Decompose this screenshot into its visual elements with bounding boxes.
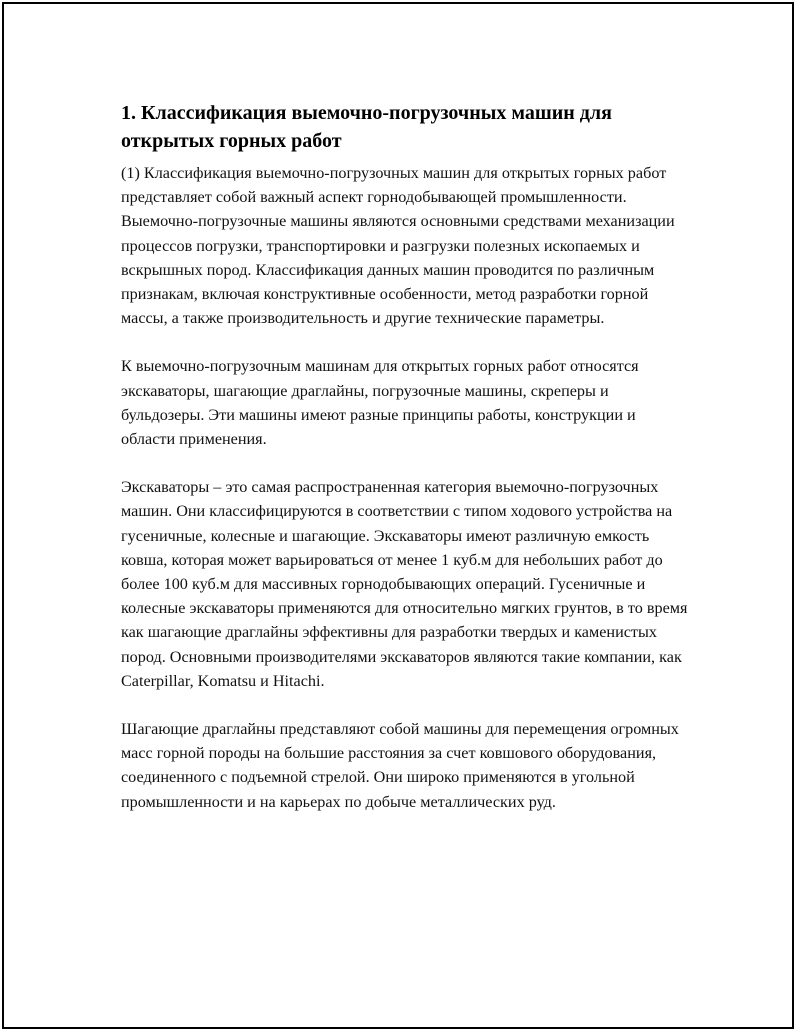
section-heading: 1. Классификация выемочно-погрузочных машин для открытых горных работ [121, 102, 612, 152]
paragraph-draglines: Шагающие драглайны представляют собой машины для перемещения огромных масс горной породы на большие расстояния за счет ковшового оборудования, соединенного с подъемной стрелой. Они широко применяются в угольной промышленности и на карьерах по добыче металлических руд. [121, 720, 679, 811]
document-body [121, 99, 691, 838]
paragraph-excavators: Экскаваторы – это самая распространенная категория выемочно-погрузочных машин. Они классифицируются в соответствии с типом ходового устройства на гусеничные, колесные и шагающие. Экскаваторы имеют различную емкость ковша, которая может варьироваться от менее 1 куб.м для небольших работ до более 100 куб.м для массивных горнодобывающих операций. Гусеничные и колесные экскаваторы применяются для относительно мягких грунтов, в то время как шагающие драглайны эффективны для разработки твердых и каменистых пород. Основными производителями экскаваторов являются такие компании, как Caterpillar, Komatsu и Hitachi. [121, 478, 688, 690]
paragraph-machine-types: К выемочно-погрузочным машинам для открытых горных работ относятся экскаваторы, шагающие драглайны, погрузочные машины, скреперы и бульдозеры. Эти машины имеют разные принципы работы, конструкции и области применения. [121, 357, 639, 449]
page-frame [2, 2, 794, 1029]
paragraph-intro: (1) Классификация выемочно-погрузочных машин для открытых горных работ представляет собой важный аспект горнодобывающей промышленности. Выемочно-погрузочные машины являются основными средствами механизации процессов погрузки, транспортировки и разгрузки полезных ископаемых и вскрышных пород. Классификация данных машин проводится по различным признакам, включая конструктивные особенности, метод разработки горной массы, а также производительность и другие технические параметры. [121, 164, 675, 328]
